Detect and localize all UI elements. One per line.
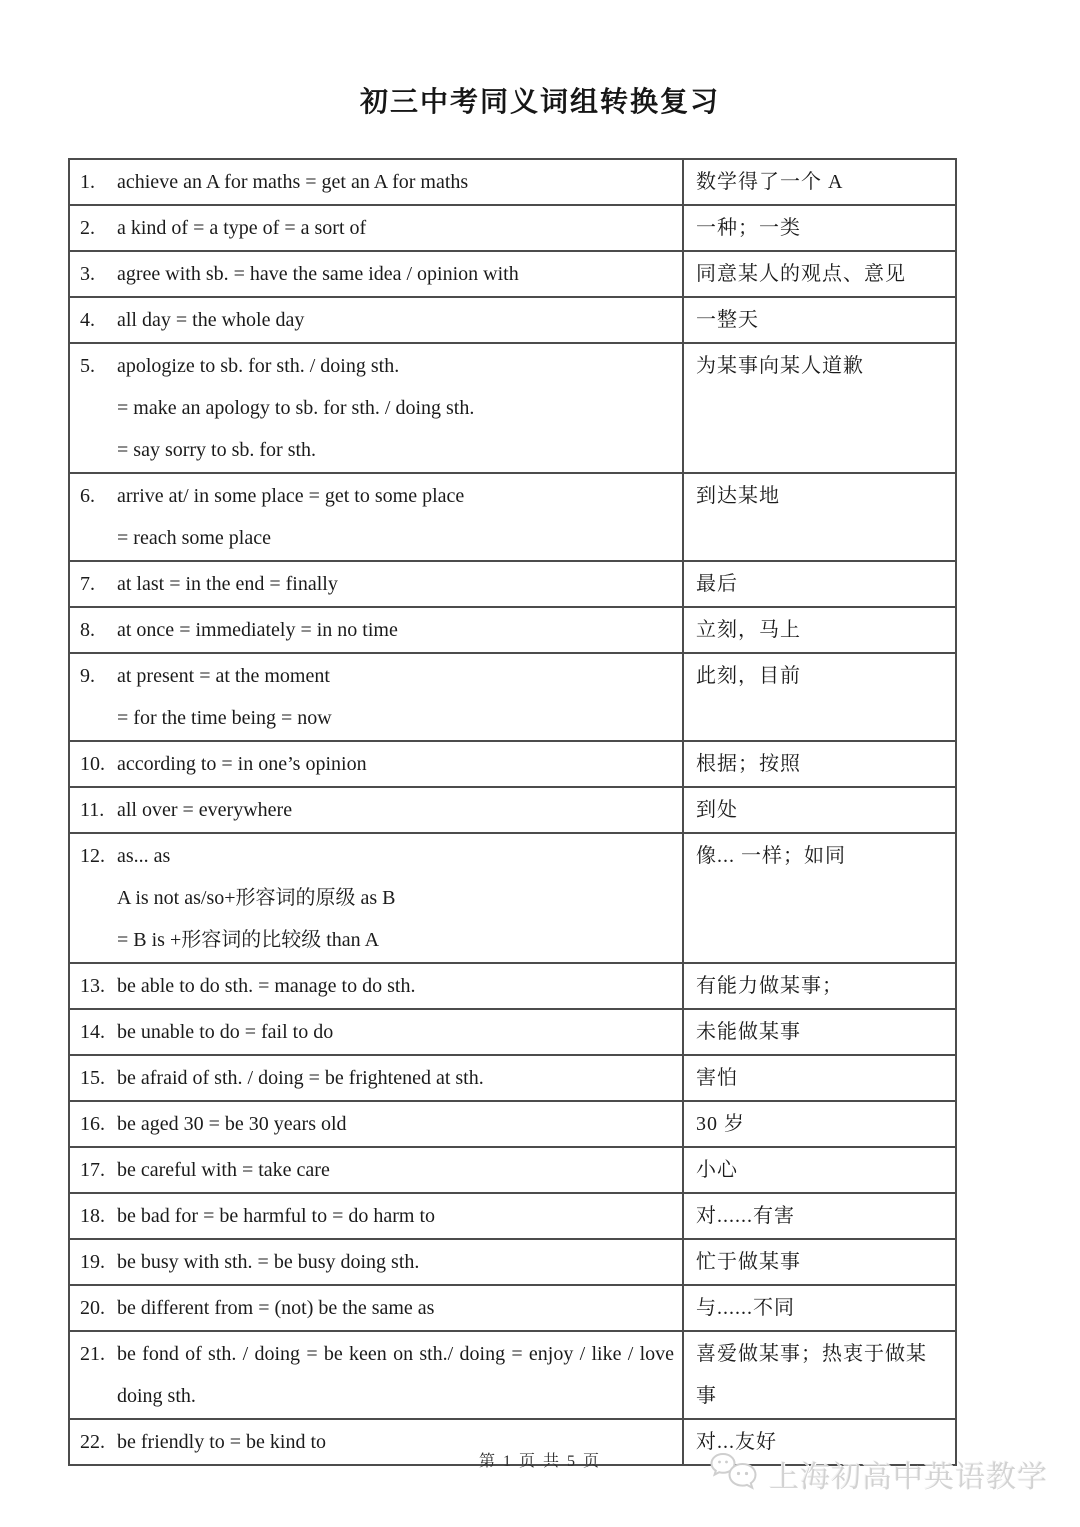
english-cell bbox=[69, 607, 683, 653]
english-cell bbox=[69, 159, 683, 205]
english-cell bbox=[69, 1193, 683, 1239]
table-row bbox=[69, 297, 956, 343]
phrase-table bbox=[68, 158, 957, 1466]
table-row bbox=[69, 787, 956, 833]
row-number: 19. bbox=[80, 1251, 105, 1273]
table-row bbox=[69, 741, 956, 787]
chinese-cell: 害怕 bbox=[683, 1055, 956, 1101]
row-number: 16. bbox=[80, 1113, 105, 1135]
english-phrase: = make an apology to sb. for sth. / doing sth. bbox=[117, 397, 475, 419]
row-number: 17. bbox=[80, 1159, 105, 1181]
chinese-cell: 未能做某事 bbox=[683, 1009, 956, 1055]
row-number: 20. bbox=[80, 1297, 105, 1319]
table-row bbox=[69, 1055, 956, 1101]
table-row bbox=[69, 653, 956, 741]
table-row bbox=[69, 561, 956, 607]
chinese-cell: 到达某地 bbox=[683, 473, 956, 561]
row-number: 10. bbox=[80, 753, 105, 775]
table-row bbox=[69, 251, 956, 297]
english-phrase: = B is +形容词的比较级 than A bbox=[117, 929, 380, 951]
row-number: 8. bbox=[80, 619, 95, 641]
chinese-cell: 30 岁 bbox=[683, 1101, 956, 1147]
chinese-cell: 忙于做某事 bbox=[683, 1239, 956, 1285]
table-row bbox=[69, 473, 956, 561]
chinese-cell: 最后 bbox=[683, 561, 956, 607]
english-phrase: be different from = (not) be the same as bbox=[117, 1297, 435, 1319]
chinese-cell: 数学得了一个 A bbox=[683, 159, 956, 205]
row-number: 18. bbox=[80, 1205, 105, 1227]
english-cell bbox=[69, 1101, 683, 1147]
table-row bbox=[69, 343, 956, 473]
english-phrase: be afraid of sth. / doing = be frightened at sth. bbox=[117, 1067, 484, 1089]
english-cell bbox=[69, 1055, 683, 1101]
watermark bbox=[709, 1452, 1048, 1496]
english-cell bbox=[69, 653, 683, 741]
english-phrase: achieve an A for maths = get an A for maths bbox=[117, 171, 469, 193]
table-row bbox=[69, 1331, 956, 1419]
row-number: 22. bbox=[80, 1431, 105, 1453]
english-phrase: = for the time being = now bbox=[117, 707, 332, 729]
english-phrase: be busy with sth. = be busy doing sth. bbox=[117, 1251, 420, 1273]
chinese-cell: 对...友好 bbox=[683, 1419, 956, 1465]
watermark-text: 上海初高中英语教学 bbox=[769, 1461, 1048, 1494]
row-number: 5. bbox=[80, 355, 95, 377]
english-phrase: be friendly to = be kind to bbox=[117, 1431, 327, 1453]
english-phrase: as... as bbox=[117, 845, 171, 867]
table-row bbox=[69, 963, 956, 1009]
table-row bbox=[69, 1101, 956, 1147]
english-cell bbox=[69, 1009, 683, 1055]
english-phrase: arrive at/ in some place = get to some place bbox=[117, 485, 465, 507]
english-cell bbox=[69, 833, 683, 963]
english-phrase: at once = immediately = in no time bbox=[117, 619, 398, 641]
row-number: 7. bbox=[80, 573, 95, 595]
table-row bbox=[69, 159, 956, 205]
page-number: 第 1 页 共 5 页 bbox=[478, 1453, 601, 1470]
table-row bbox=[69, 833, 956, 963]
chinese-cell: 为某事向某人道歉 bbox=[683, 343, 956, 473]
table-row bbox=[69, 1285, 956, 1331]
chinese-cell: 有能力做某事； bbox=[683, 963, 956, 1009]
chinese-cell: 此刻，目前 bbox=[683, 653, 956, 741]
table-row bbox=[69, 1193, 956, 1239]
english-cell bbox=[69, 561, 683, 607]
english-phrase: doing sth. bbox=[117, 1385, 196, 1407]
row-number: 13. bbox=[80, 975, 105, 997]
english-cell bbox=[69, 1331, 683, 1419]
table-row bbox=[69, 607, 956, 653]
row-number: 21. bbox=[80, 1343, 105, 1365]
english-phrase: all over = everywhere bbox=[117, 799, 293, 821]
row-number: 12. bbox=[80, 845, 105, 867]
english-phrase: be able to do sth. = manage to do sth. bbox=[117, 975, 416, 997]
english-cell bbox=[69, 1285, 683, 1331]
table-row bbox=[69, 205, 956, 251]
chinese-cell: 同意某人的观点、意见 bbox=[683, 251, 956, 297]
english-phrase: a kind of = a type of = a sort of bbox=[117, 217, 367, 239]
english-phrase: apologize to sb. for sth. / doing sth. bbox=[117, 355, 400, 377]
row-number: 11. bbox=[80, 799, 105, 821]
english-phrase: be unable to do = fail to do bbox=[117, 1021, 334, 1043]
english-cell bbox=[69, 1147, 683, 1193]
english-cell bbox=[69, 1239, 683, 1285]
english-phrase: be careful with = take care bbox=[117, 1159, 330, 1181]
english-phrase: be aged 30 = be 30 years old bbox=[117, 1113, 347, 1135]
chinese-cell: 立刻，马上 bbox=[683, 607, 956, 653]
english-phrase: = say sorry to sb. for sth. bbox=[117, 439, 317, 461]
english-phrase: agree with sb. = have the same idea / opinion with bbox=[117, 263, 519, 285]
row-number: 3. bbox=[80, 263, 95, 285]
english-cell bbox=[69, 343, 683, 473]
english-cell bbox=[69, 741, 683, 787]
chinese-cell: 与......不同 bbox=[683, 1285, 956, 1331]
english-phrase: at present = at the moment bbox=[117, 665, 330, 687]
english-phrase: according to = in one’s opinion bbox=[117, 753, 367, 775]
row-number: 6. bbox=[80, 485, 95, 507]
english-cell bbox=[69, 297, 683, 343]
english-cell bbox=[69, 473, 683, 561]
table-row bbox=[69, 1239, 956, 1285]
english-phrase: at last = in the end = finally bbox=[117, 573, 338, 595]
chinese-cell: 对......有害 bbox=[683, 1193, 956, 1239]
chinese-cell: 小心 bbox=[683, 1147, 956, 1193]
chinese-cell: 根据；按照 bbox=[683, 741, 956, 787]
english-cell bbox=[69, 787, 683, 833]
page-title: 初三中考同义词组转换复习 bbox=[359, 87, 720, 118]
english-cell bbox=[69, 963, 683, 1009]
english-phrase: A is not as/so+形容词的原级 as B bbox=[117, 887, 396, 909]
wechat-icon bbox=[709, 1452, 761, 1496]
table-row bbox=[69, 1009, 956, 1055]
row-number: 9. bbox=[80, 665, 95, 687]
table-row bbox=[69, 1147, 956, 1193]
chinese-cell: 一种；一类 bbox=[683, 205, 956, 251]
row-number: 14. bbox=[80, 1021, 105, 1043]
english-phrase: all day = the whole day bbox=[117, 309, 305, 331]
row-number: 4. bbox=[80, 309, 95, 331]
row-number: 1. bbox=[80, 171, 95, 193]
chinese-cell: 喜爱做某事；热衷于做某事 bbox=[683, 1331, 956, 1419]
english-phrase: be fond of sth. / doing = be keen on sth./ doing = enjoy / like / love bbox=[117, 1343, 674, 1365]
english-phrase: = reach some place bbox=[117, 527, 271, 549]
chinese-cell: 像... 一样；如同 bbox=[683, 833, 956, 963]
row-number: 15. bbox=[80, 1067, 105, 1089]
english-phrase: be bad for = be harmful to = do harm to bbox=[117, 1205, 436, 1227]
english-cell bbox=[69, 251, 683, 297]
chinese-cell: 到处 bbox=[683, 787, 956, 833]
chinese-cell: 一整天 bbox=[683, 297, 956, 343]
row-number: 2. bbox=[80, 217, 95, 239]
english-cell bbox=[69, 205, 683, 251]
